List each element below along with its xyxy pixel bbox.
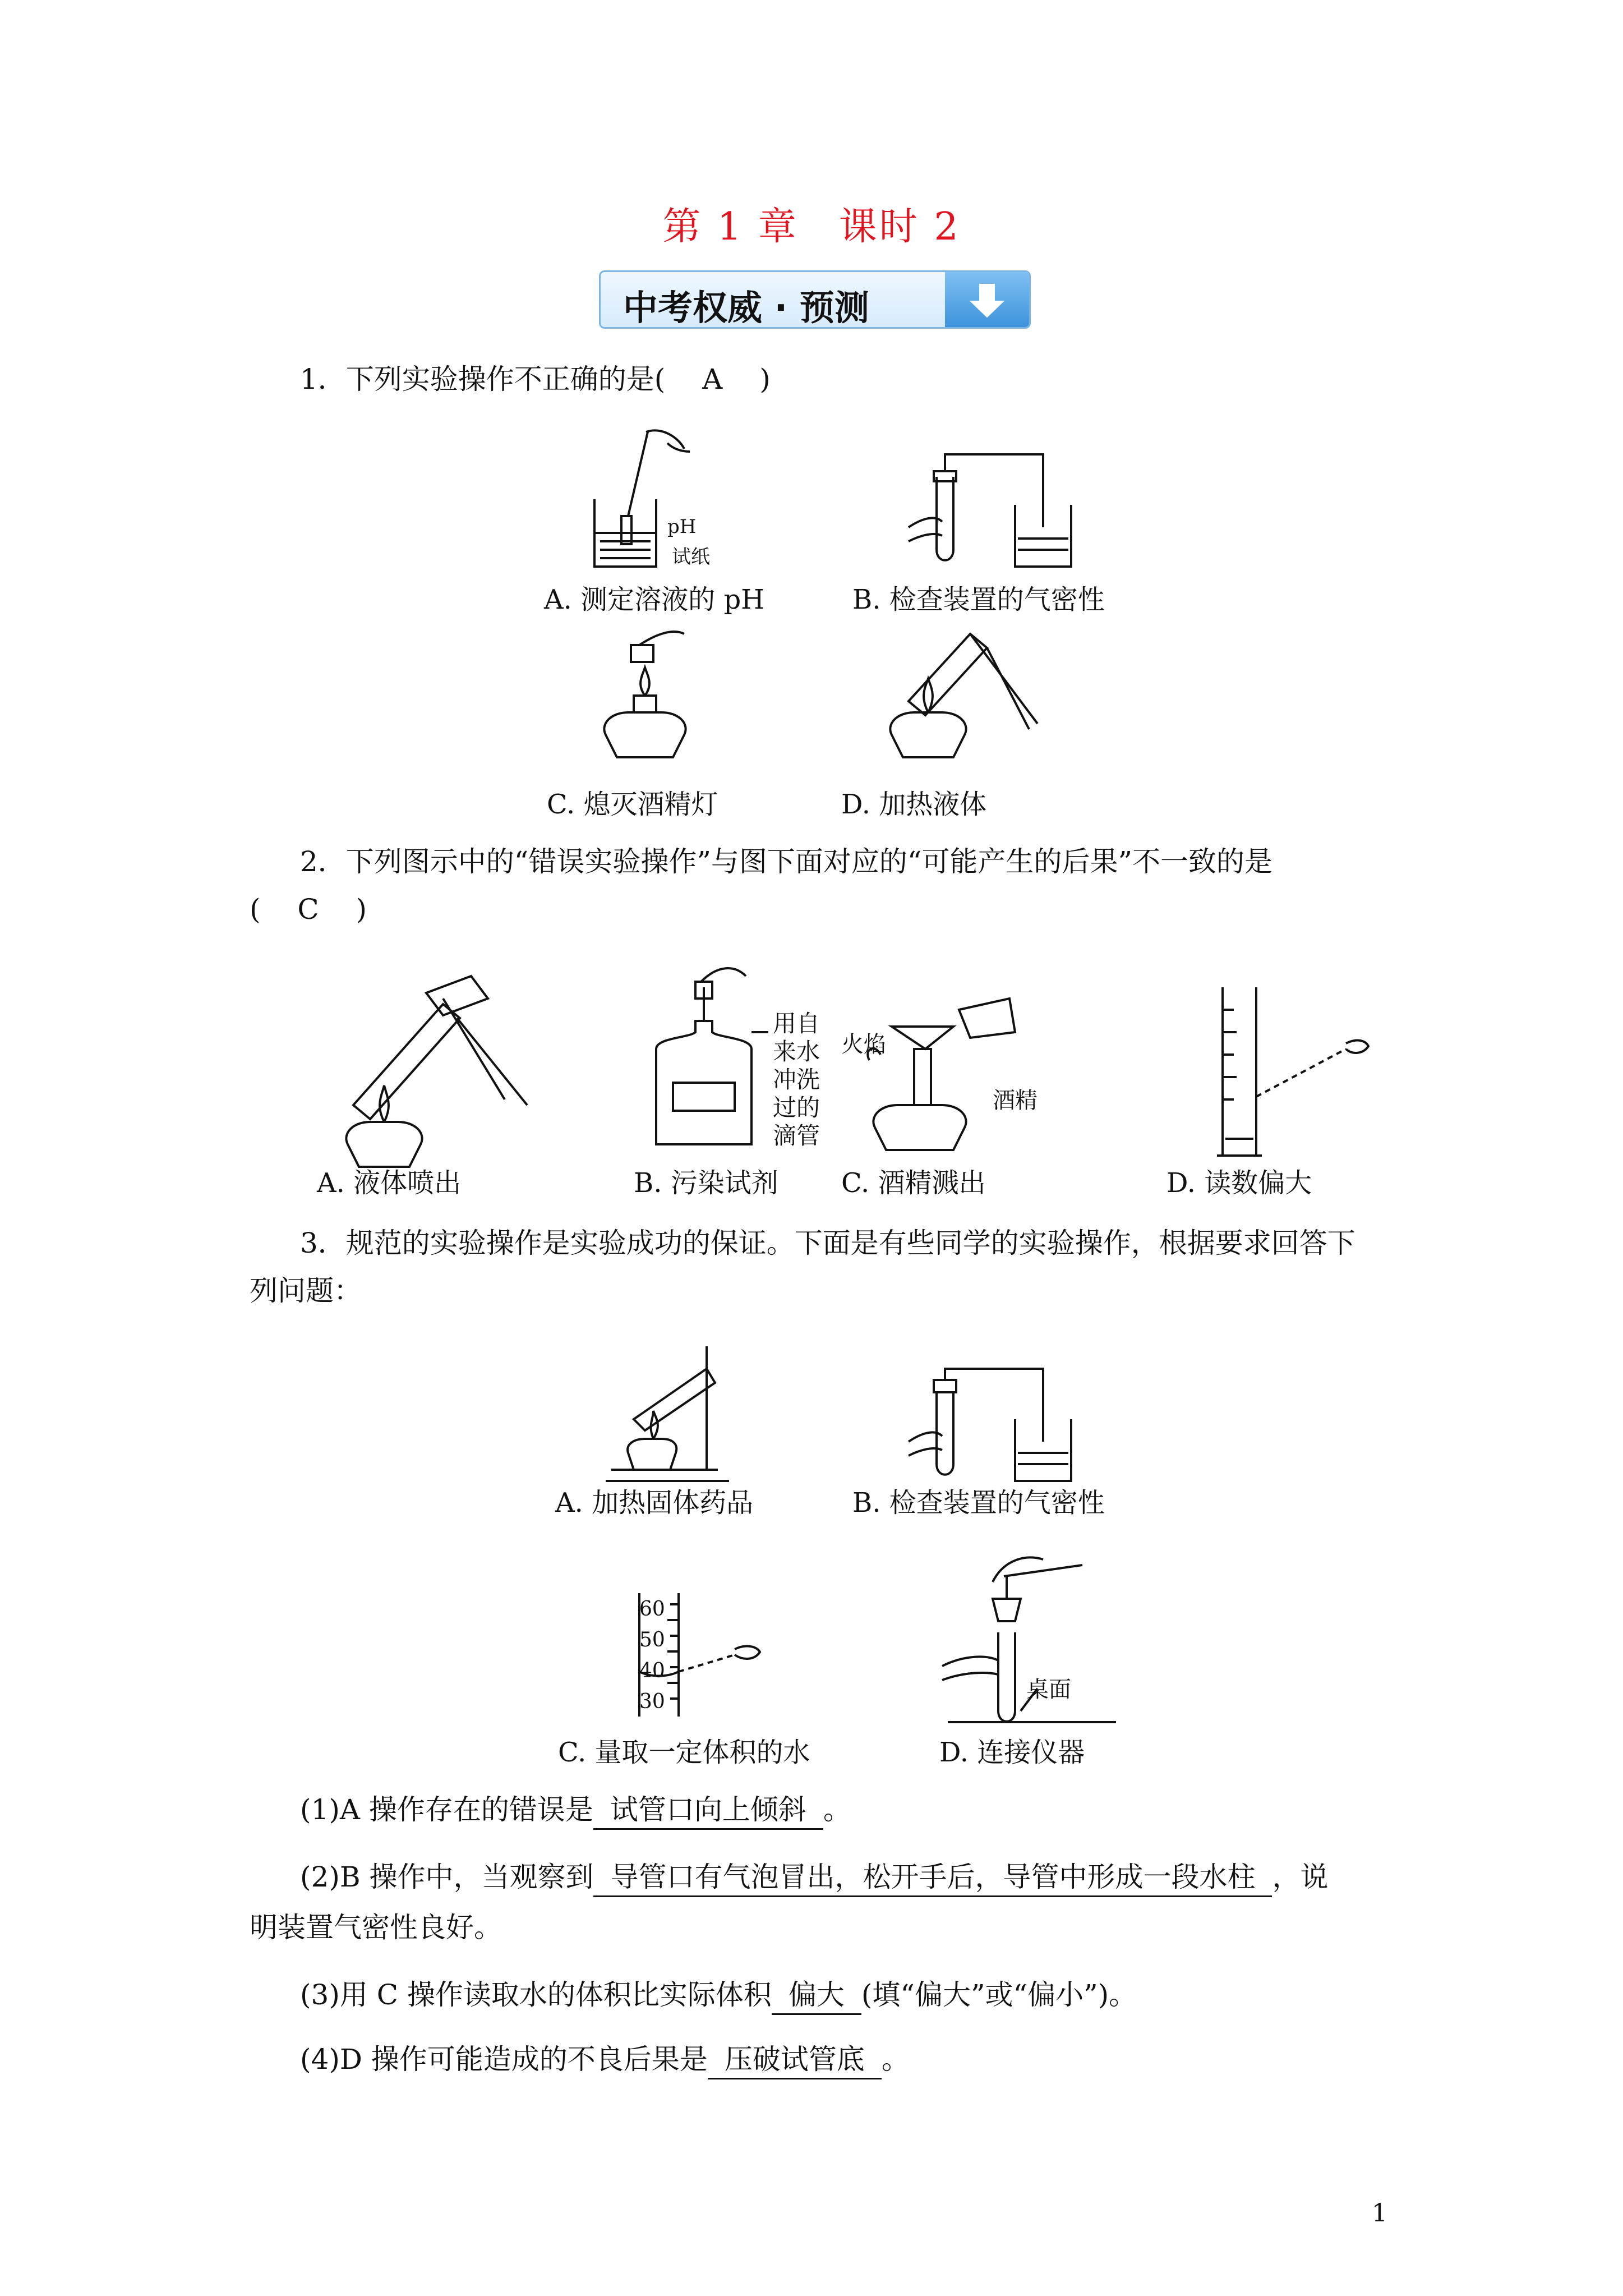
section-banner	[599, 270, 1031, 329]
q1-caption-c: C. 熄灭酒精灯	[547, 789, 718, 820]
q1-caption-d: D. 加热液体	[841, 789, 987, 820]
answer-4-suffix: 。	[881, 2043, 910, 2076]
q2-caption-a: A. 液体喷出	[317, 1167, 462, 1199]
flame-label: 火焰	[841, 1032, 886, 1057]
answer-3	[300, 1969, 1137, 2021]
svg-text:pH: pH	[667, 516, 697, 538]
answer-4-fill: 压破试管底	[708, 2041, 882, 2079]
q3-caption-d: D. 连接仪器	[939, 1737, 1085, 1768]
answer-3-prefix: (3)用 C 操作读取水的体积比实际体积	[300, 1978, 772, 2011]
tick-50: 50	[639, 1628, 665, 1651]
question-1-stem: 1．下列实验操作不正确的是( A )	[300, 363, 771, 395]
answer-1-prefix: (1)A 操作存在的错误是	[300, 1793, 593, 1826]
question-3-stem: 3．规范的实验操作是实验成功的保证。下面是有些同学的实验操作，根据要求回答下	[300, 1227, 1355, 1259]
down-arrow-icon	[945, 272, 1029, 327]
banner-text: 中考权威 · 预测	[623, 287, 869, 328]
q1-caption-a: A. 测定溶液的 pH	[544, 584, 765, 615]
answer-1	[300, 1784, 851, 1835]
figure-heat-solid	[594, 1341, 740, 1487]
tick-60: 60	[639, 1598, 665, 1621]
q2-caption-b: B. 污染试剂	[634, 1167, 778, 1199]
question-3-stem-line2: 列问题：	[250, 1274, 362, 1307]
q3-caption-c: C. 量取一定体积的水	[558, 1737, 810, 1768]
q2-caption-d: D. 读数偏大	[1166, 1167, 1312, 1199]
tick-40: 40	[639, 1659, 665, 1682]
q2-caption-c: C. 酒精溅出	[841, 1167, 986, 1199]
answer-2	[300, 1851, 1328, 1903]
figure-airtight-check	[903, 443, 1105, 572]
q3-caption-b: B. 检查装置的气密性	[852, 1487, 1105, 1519]
dropper-label-line: 滴管	[773, 1122, 820, 1149]
question-2-stem-answer: ( C )	[250, 893, 367, 926]
figure-heat-liquid	[858, 623, 1049, 780]
question-2-stem: 2．下列图示中的“错误实验操作”与图下面对应的“可能产生的后果”不一致的是	[300, 845, 1273, 878]
dropper-label-line: 过的	[773, 1094, 820, 1121]
answer-4	[300, 2033, 910, 2085]
answer-2-fill: 导管口有气泡冒出，松开手后，导管中形成一段水柱	[593, 1858, 1272, 1897]
page-number: 1	[1372, 2199, 1387, 2228]
dropper-label-line: 来水	[773, 1038, 820, 1065]
answer-2-line2: 明装置气密性良好。	[250, 1911, 502, 1944]
figure-alcohol-splash	[847, 993, 1060, 1161]
figure-extinguish-lamp	[583, 623, 707, 780]
answer-3-suffix: (填“偏大”或“偏小”)。	[861, 1978, 1137, 2011]
answer-1-suffix: 。	[823, 1793, 851, 1826]
answer-4-prefix: (4)D 操作可能造成的不良后果是	[300, 2043, 708, 2076]
figure-liquid-spill	[314, 965, 550, 1184]
figure-reading-cylinder	[1206, 976, 1380, 1167]
dropper-label-line: 用自	[773, 1010, 820, 1037]
dropper-label-line: 冲洗	[773, 1066, 820, 1093]
desk-label: 桌面	[1026, 1677, 1071, 1703]
answer-3-fill: 偏大	[772, 1976, 861, 2015]
page-title: 第 1 章 课时 2	[662, 205, 961, 249]
dropper-label	[773, 1010, 829, 1150]
q3-caption-a: A. 加热固体药品	[555, 1487, 754, 1519]
alcohol-label: 酒精	[993, 1088, 1038, 1114]
answer-2-suffix: ，说	[1272, 1861, 1329, 1893]
q1-caption-b: B. 检查装置的气密性	[852, 584, 1105, 615]
tick-30: 30	[639, 1690, 665, 1713]
answer-2-prefix: (2)B 操作中，当观察到	[300, 1861, 594, 1893]
figure-airtight-check-2	[903, 1358, 1105, 1487]
answer-1-fill: 试管口向上倾斜	[593, 1791, 823, 1830]
ph-paper-label: 试纸	[672, 546, 710, 568]
